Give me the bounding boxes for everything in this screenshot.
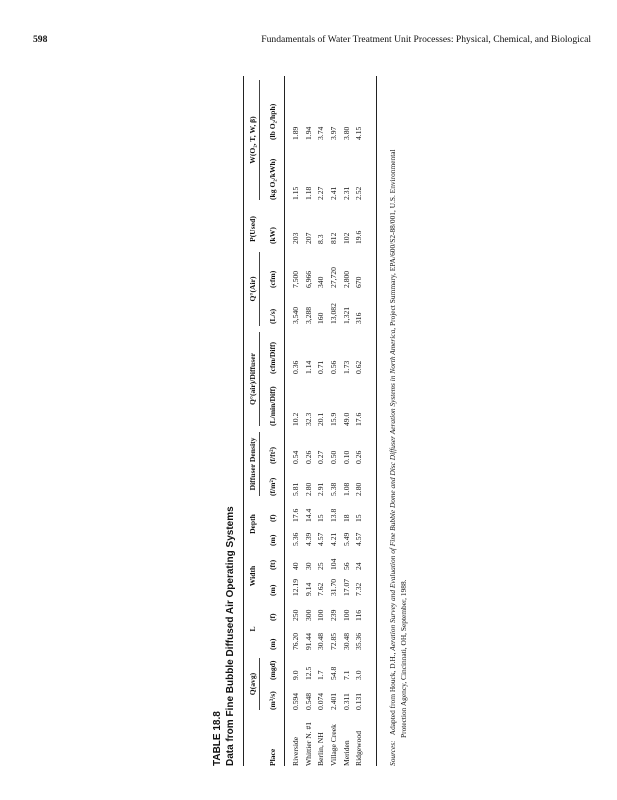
sources-line-2: Protection Agency, Cincinnati, OH, September, 1988.: [399, 579, 409, 738]
col-head-depth-ft: (f): [268, 514, 277, 522]
table-cell: 13.8: [329, 508, 339, 522]
table-cell: 2.80: [354, 482, 364, 496]
table-cell: 0.26: [354, 450, 364, 464]
table-row: [353, 106, 366, 766]
col-head-q-m3s: (m³/s): [268, 691, 277, 710]
group-length: L: [248, 626, 257, 632]
sources-text-a: Adapted from Houck, D.H.,: [388, 650, 397, 736]
table-row: [341, 106, 354, 766]
table-top-rule: [243, 76, 244, 766]
table-cell: 2,800: [341, 270, 351, 288]
rotated-table-region: [212, 76, 582, 766]
table-cell: 5.38: [329, 482, 339, 496]
table-cell: 116: [354, 609, 364, 621]
table-cell: 17.6: [290, 508, 300, 522]
running-title: Fundamentals of Water Treatment Unit Processes: Physical, Chemical, and Biological: [261, 34, 591, 45]
table-cell-place: Riverside: [290, 736, 300, 766]
table-cell: 670: [354, 276, 364, 288]
table-header-rule: [284, 76, 285, 766]
table-cell: 1.7: [316, 670, 326, 680]
table-row: [303, 106, 316, 766]
group-w: W(O₂, T, W, β): [248, 116, 257, 164]
table-cell: 18: [341, 514, 351, 522]
table-cell: 316: [354, 312, 364, 324]
data-table: [290, 106, 366, 766]
table-cell: 0.131: [354, 692, 364, 710]
table-cell: 8.3: [316, 234, 326, 244]
table-cell: 0.71: [316, 360, 326, 374]
table-cell: 239: [329, 609, 339, 621]
table-cell-place: Ridgewood: [354, 730, 364, 766]
table-cell: 13,082: [329, 303, 339, 324]
col-head-width-ft: (ft): [268, 559, 277, 570]
table-cell: 4.15: [354, 126, 364, 140]
table-cell: 7,500: [290, 270, 300, 288]
table-cell: 0.594: [290, 692, 300, 710]
table-label: TABLE 18.8: [212, 711, 223, 766]
table-cell: 0.311: [341, 693, 351, 710]
group-density-underline: [259, 432, 260, 496]
table-cell: 4.21: [329, 532, 339, 546]
table-cell: 4.57: [354, 532, 364, 546]
page-number: 598: [33, 34, 48, 45]
col-head-place: Place: [268, 748, 277, 766]
table-cell: 7.32: [354, 582, 364, 596]
group-qair-underline: [259, 252, 260, 326]
col-head-depth-m: (m): [268, 534, 277, 546]
group-p-used: P(Used): [248, 216, 257, 242]
table-cell: 104: [329, 558, 339, 570]
sources-label: Sources:: [388, 740, 397, 766]
table-cell: 49.0: [341, 412, 351, 426]
table-cell: 0.548: [303, 692, 313, 710]
table-cell: 5.36: [290, 532, 300, 546]
table-cell: 0.074: [316, 692, 326, 710]
table-cell: 100: [341, 609, 351, 621]
col-head-density-m2: (f/m²): [268, 477, 277, 496]
table-cell: 160: [316, 312, 326, 324]
table-cell: 0.27: [316, 450, 326, 464]
table-cell: 3,540: [290, 306, 300, 324]
table-cell: 12.19: [290, 578, 300, 596]
table-cell: 2.91: [316, 482, 326, 496]
table-cell: 3,288: [303, 306, 313, 324]
table-cell: 2.80: [303, 482, 313, 496]
col-head-q-mgd: (mgd): [268, 660, 277, 680]
table-cell: 1.18: [303, 186, 313, 200]
table-cell: 54.8: [329, 666, 339, 680]
table-cell: 91.44: [303, 632, 313, 650]
table-cell: 1.08: [341, 482, 351, 496]
table-row: [290, 106, 303, 766]
table-cell: 56: [341, 562, 351, 570]
table-cell: 30: [303, 562, 313, 570]
group-diffuser-density: Diffuser Density: [248, 437, 257, 491]
table-cell: 25: [316, 562, 326, 570]
col-head-qd-lmin: (L/min/Diff): [268, 386, 277, 426]
group-qair-diffuser: Q°(air)/Diffuser: [248, 353, 257, 405]
table-row: [328, 106, 341, 766]
table-cell: 9.0: [290, 670, 300, 680]
page-header: [33, 34, 591, 48]
table-cell: 1.89: [290, 126, 300, 140]
table-cell: 1.73: [341, 360, 351, 374]
table-cell: 7.62: [316, 582, 326, 596]
col-head-width-m: (m): [268, 584, 277, 596]
table-bottom-rule: [376, 76, 377, 766]
table-row: [315, 106, 328, 766]
table-cell: 6,966: [303, 270, 313, 288]
table-cell: 40: [290, 562, 300, 570]
table-cell: 102: [341, 232, 351, 244]
table-cell: 340: [316, 276, 326, 288]
col-head-l-m: (m): [268, 638, 277, 650]
sources-line-1: [387, 76, 398, 766]
sources-text-c: , Project Summary, EPA/600/S2-88/001, U.S. Environmental: [388, 149, 397, 330]
table-cell: 3.97: [329, 126, 339, 140]
table-cell: 2.41: [329, 186, 339, 200]
table-cell: 2.31: [341, 186, 351, 200]
table-cell: 76.20: [290, 632, 300, 650]
table-cell: 7.1: [341, 670, 351, 680]
table-cell: 17.6: [354, 412, 364, 426]
table-cell: 300: [303, 609, 313, 621]
group-width: Width: [248, 565, 257, 587]
table-sources-note: [387, 76, 410, 766]
table-cell-place: Village Creek: [329, 724, 339, 766]
table-title: Data from Fine Bubble Diffused Air Operating Systems: [225, 506, 236, 766]
table-cell: 12.5: [303, 666, 313, 680]
table-cell: 2.401: [329, 692, 339, 710]
table-cell: 1.14: [303, 360, 313, 374]
table-cell: 3.0: [354, 670, 364, 680]
table-cell: 0.56: [329, 360, 339, 374]
table-cell: 0.36: [290, 360, 300, 374]
table-cell: 15: [316, 514, 326, 522]
col-head-qd-cfm: (cfm/Diff): [268, 341, 277, 374]
table-cell: 27,720: [329, 267, 339, 288]
table-cell: 10.2: [290, 412, 300, 426]
table-cell: 5.49: [341, 532, 351, 546]
col-head-qair-ls: (L/s): [268, 308, 277, 324]
table-cell: 30.48: [341, 632, 351, 650]
table-cell: 1.15: [290, 186, 300, 200]
table-cell: 5.81: [290, 482, 300, 496]
group-q-underline: [259, 658, 260, 710]
table-cell: 812: [329, 232, 339, 244]
group-w-underline: [259, 80, 260, 200]
col-head-w-kg: (kg O₂/kWh): [268, 158, 277, 200]
table-cell: 4.57: [316, 532, 326, 546]
group-depth: Depth: [248, 514, 257, 534]
table-cell: 0.26: [303, 450, 313, 464]
table-cell: 1.94: [303, 126, 313, 140]
table-cell: 0.50: [329, 450, 339, 464]
table-cell-place: Whittier N. #1: [303, 721, 313, 766]
table-cell: 72.85: [329, 632, 339, 650]
table-cell: 32.3: [303, 412, 313, 426]
table-cell: 15.9: [329, 412, 339, 426]
table-cell: 24: [354, 562, 364, 570]
table-cell: 203: [290, 232, 300, 244]
table-cell: 31.70: [329, 578, 339, 596]
group-qair: Q°(Air): [248, 276, 257, 302]
table-cell: 15: [354, 514, 364, 522]
table-cell: 14.4: [303, 508, 313, 522]
group-q-avg: Q(avg): [248, 672, 257, 696]
col-head-density-ft2: (f/ft²): [268, 446, 277, 464]
table-cell: 3.74: [316, 126, 326, 140]
table-cell: 4.39: [303, 532, 313, 546]
table-cell: 2.52: [354, 186, 364, 200]
table-cell: 0.10: [341, 450, 351, 464]
table-cell-place: Berlin, NH: [316, 732, 326, 766]
table-cell: 250: [290, 609, 300, 621]
table-cell: 207: [303, 232, 313, 244]
col-head-l-ft: (f): [268, 613, 277, 621]
table-cell: 9.14: [303, 582, 313, 596]
table-cell: 100: [316, 609, 326, 621]
table-cell: 35.36: [354, 632, 364, 650]
col-head-w-lb: (lb O₂/hph): [268, 103, 277, 140]
table-cell: 3.80: [341, 126, 351, 140]
table-cell: 0.54: [290, 450, 300, 464]
col-head-p-kw: (kW): [268, 227, 277, 244]
table-cell: 2.27: [316, 186, 326, 200]
sources-text-b: Aeration Survey and Evaluation of Fine Bubble Dome and Disc Diffuser Aeration Systems in North America: [388, 329, 397, 651]
group-qair-diffuser-underline: [259, 332, 260, 426]
table-cell: 20.1: [316, 412, 326, 426]
table-cell: 17.07: [341, 578, 351, 596]
table-cell: 0.62: [354, 360, 364, 374]
table-cell-place: Meriden: [341, 740, 351, 766]
table-cell: 30.48: [316, 632, 326, 650]
col-head-qair-cfm: (cfm): [268, 270, 277, 288]
table-cell: 1,321: [341, 306, 351, 324]
table-cell: 19.6: [354, 230, 364, 244]
